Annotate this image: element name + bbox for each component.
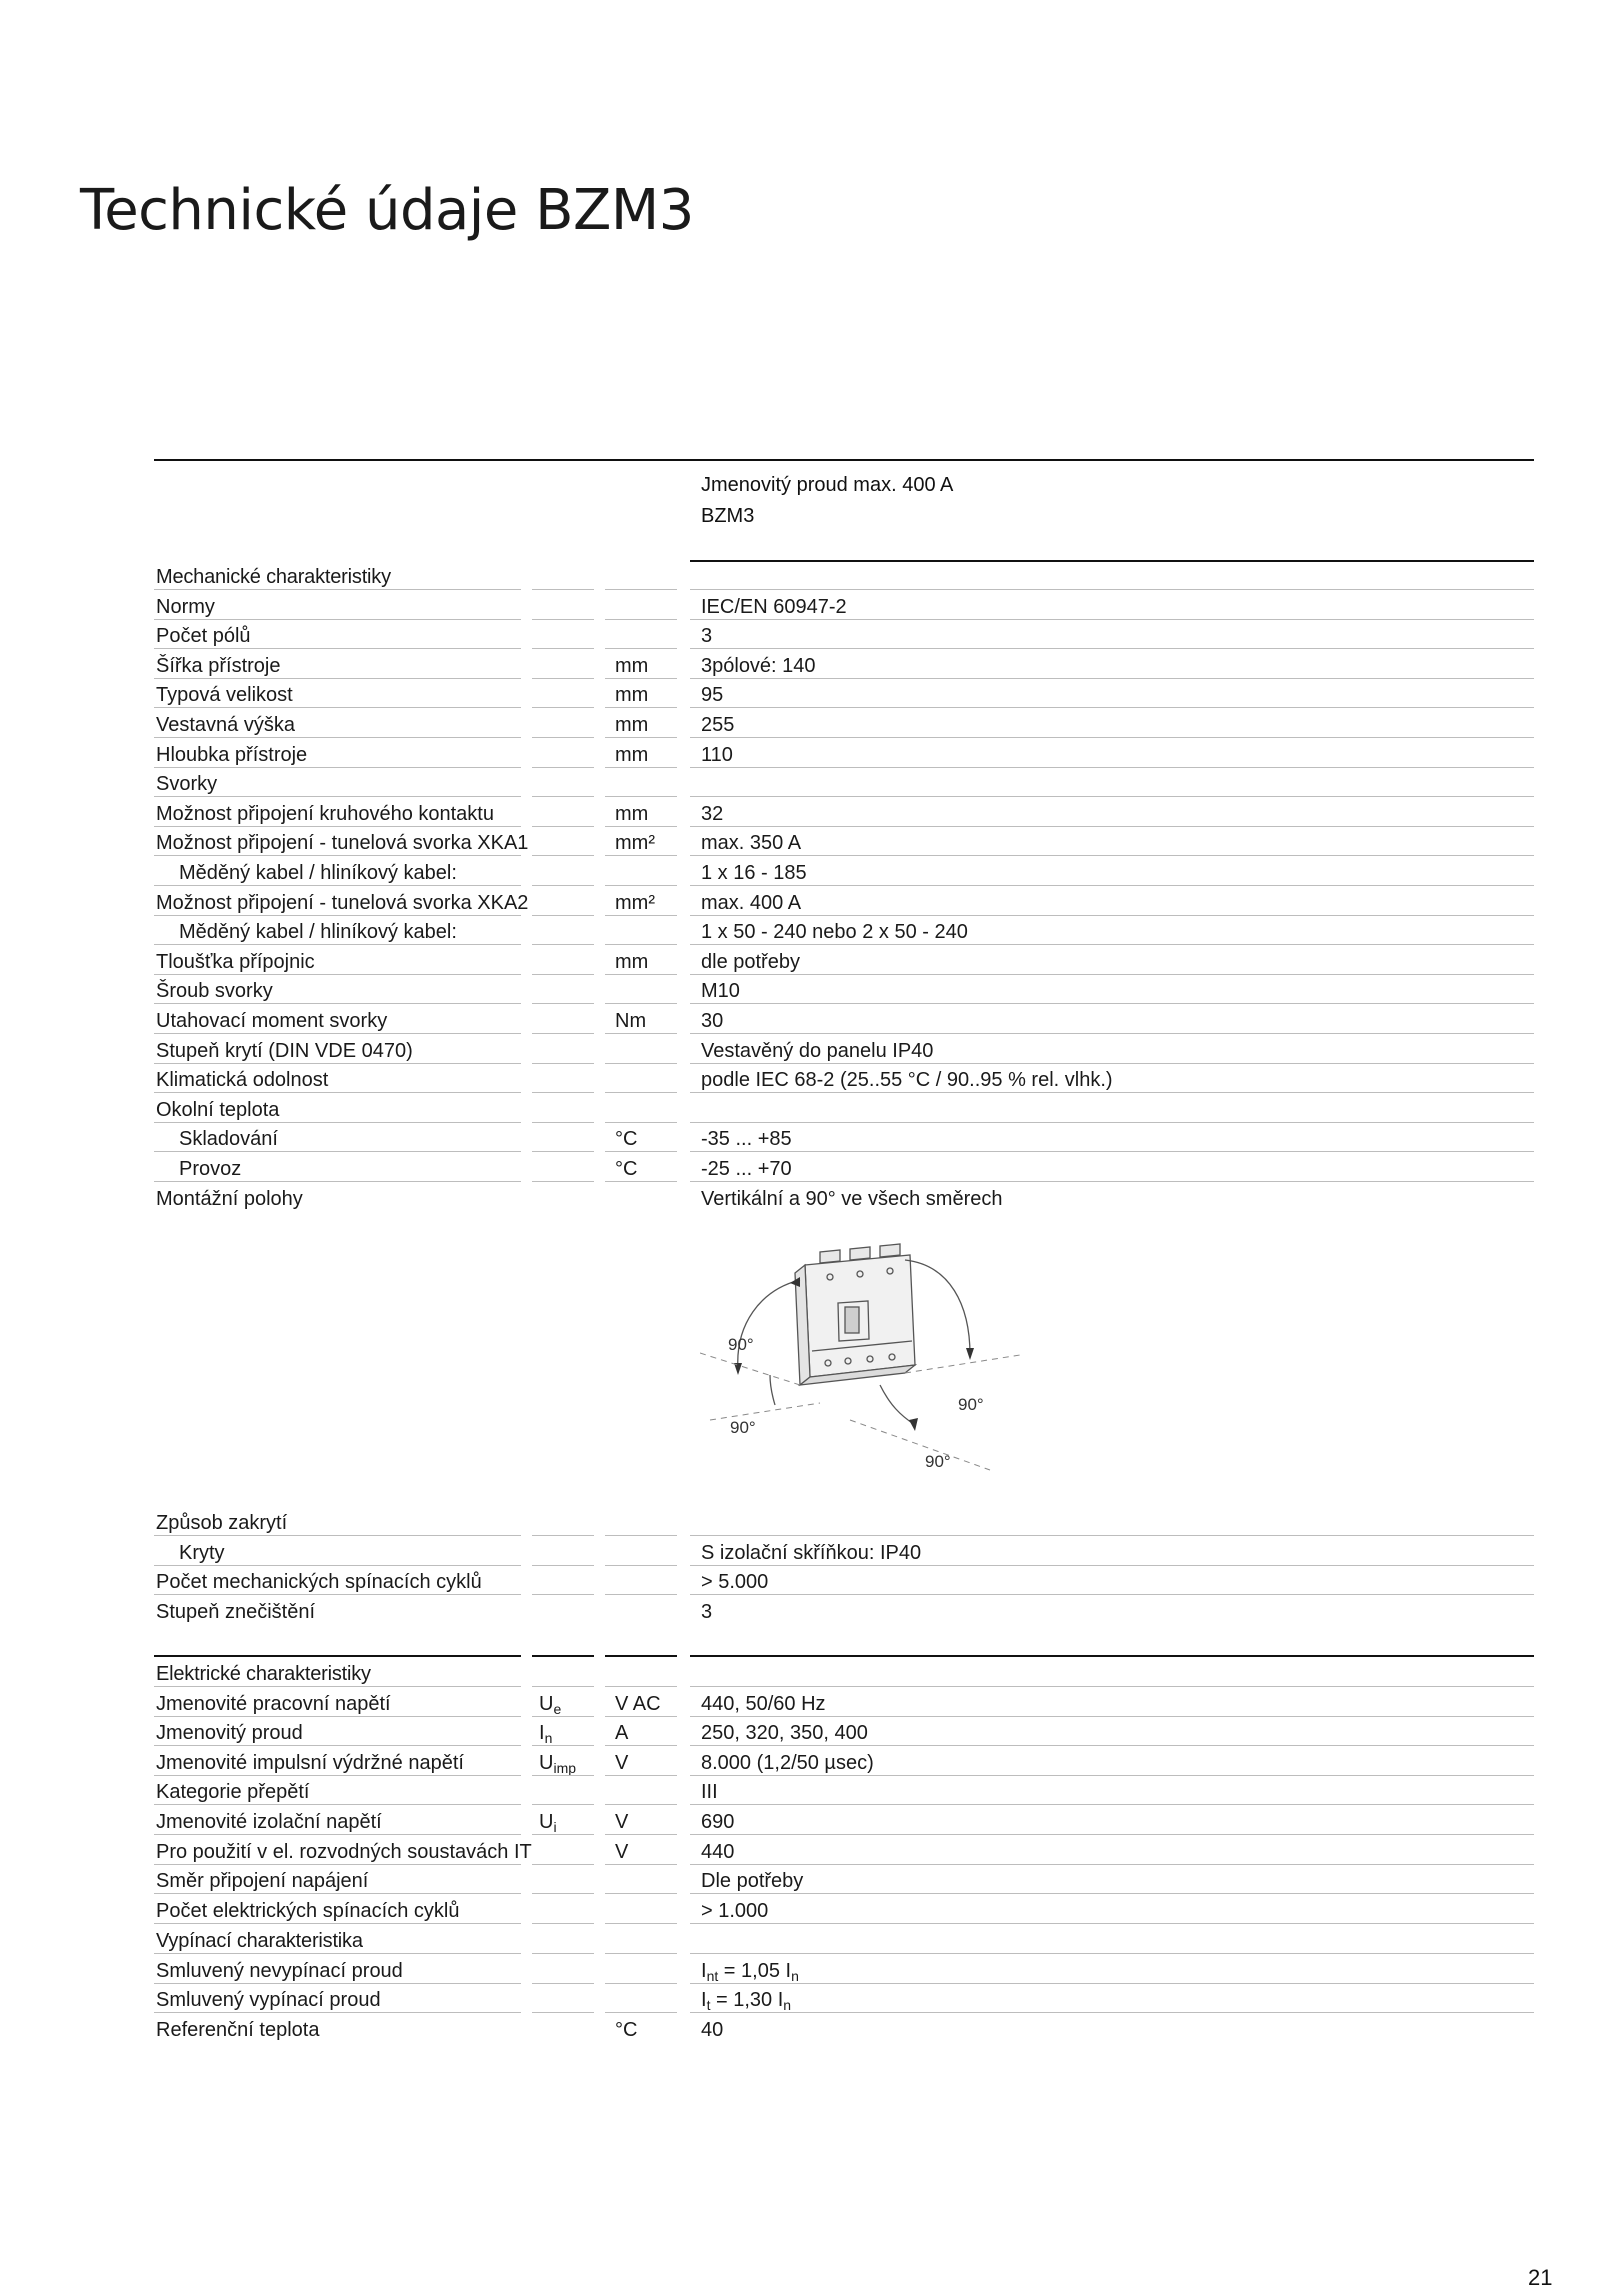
table-row: [0, 1182, 1600, 1212]
row-unit: mm: [615, 654, 649, 677]
symbol-subscript: n: [544, 1730, 553, 1747]
row-unit: mm: [615, 684, 649, 707]
value-part: nt: [706, 1967, 719, 1984]
row-unit: mm²: [615, 832, 655, 855]
table-row: [0, 1775, 1600, 1805]
row-label: Počet pólů: [156, 625, 251, 648]
table-row: [0, 2013, 1600, 2043]
value-part: n: [783, 1997, 792, 2014]
symbol-subscript: imp: [553, 1759, 577, 1776]
table-row: [0, 1034, 1600, 1064]
row-value: 40: [701, 2018, 724, 2041]
row-value: Vestavěný do panelu IP40: [701, 1039, 934, 1062]
row-label: Stupeň krytí (DIN VDE 0470): [156, 1039, 413, 1062]
section-heading-row: [0, 1657, 1600, 1687]
row-value: -25 ... +70: [701, 1158, 792, 1180]
row-value: M10: [701, 980, 740, 1003]
row-value: -35 ... +85: [701, 1128, 792, 1151]
row-value: Dle potřeby: [701, 1870, 804, 1893]
table-row: [0, 886, 1600, 916]
row-value: 30: [701, 1010, 724, 1032]
row-value: max. 350 A: [701, 832, 802, 855]
value-part: I: [701, 1989, 707, 2012]
angle-label-bottom-left: 90°: [730, 1418, 756, 1437]
table-row: [0, 1687, 1600, 1717]
page-title: Technické údaje BZM3: [80, 178, 694, 243]
row-unit: °C: [615, 1128, 638, 1151]
table-row: [0, 1122, 1600, 1152]
value-part: t: [706, 1997, 711, 2014]
table-row: [0, 708, 1600, 738]
table-row: [0, 1746, 1600, 1776]
row-value: IEC/EN 60947-2: [701, 595, 847, 618]
row-value: 3: [701, 625, 713, 648]
row-label: Možnost připojení kruhového kontaktu: [156, 802, 494, 825]
table-row: [0, 826, 1600, 856]
row-value: 3: [701, 1600, 713, 1623]
row-label: Normy: [156, 595, 215, 618]
table-row: [0, 619, 1600, 649]
row-label: Provoz: [179, 1158, 242, 1180]
row-unit: °C: [615, 1158, 638, 1180]
row-value: 1 x 16 - 185: [701, 862, 807, 884]
row-value: 255: [701, 714, 735, 736]
row-label: Montážní polohy: [156, 1187, 303, 1210]
row-label: Stupeň znečištění: [156, 1600, 315, 1623]
row-unit: mm: [615, 950, 649, 973]
row-value: Vertikální a 90° ve všech směrech: [701, 1187, 1003, 1210]
section-heading-row: [0, 1924, 1600, 1954]
value-part: = 1,05 I: [718, 1959, 792, 1982]
row-label: Počet elektrických spínacích cyklů: [156, 1899, 460, 1922]
value-part: = 1,30 I: [710, 1989, 784, 2012]
row-label: Referenční teplota: [156, 2018, 320, 2041]
row-label: Počet mechanických spínacích cyklů: [156, 1571, 482, 1594]
row-label: Jmenovité izolační napětí: [156, 1811, 382, 1833]
row-label: Smluvený vypínací proud: [156, 1989, 381, 2012]
table-row: [0, 1093, 1600, 1123]
row-label: Okolní teplota: [156, 1098, 280, 1121]
row-label: Jmenovité pracovní napětí: [156, 1692, 391, 1715]
table-row: [0, 1536, 1600, 1566]
table-row: [0, 1506, 1600, 1536]
row-unit: mm: [615, 802, 649, 825]
row-value: 95: [701, 684, 724, 707]
table-row: [0, 1565, 1600, 1595]
table-row: [0, 945, 1600, 975]
row-value: 440: [701, 1840, 735, 1863]
table-row: [0, 738, 1600, 768]
row-unit: Nm: [615, 1010, 647, 1032]
row-value: [701, 1989, 791, 2012]
symbol-letter: U: [539, 1751, 554, 1774]
row-symbol: [539, 1722, 552, 1745]
row-unit: V: [615, 1811, 629, 1833]
symbol-subscript: e: [553, 1700, 562, 1717]
row-label: Typová velikost: [156, 684, 293, 707]
row-label: Způsob zakrytí: [156, 1512, 288, 1534]
table-row: [0, 1954, 1600, 1984]
row-value: S izolační skříňkou: IP40: [701, 1541, 922, 1564]
table-row: [0, 1152, 1600, 1182]
row-value: 690: [701, 1811, 735, 1833]
row-label: Možnost připojení - tunelová svorka XKA2: [156, 891, 529, 914]
table-row: [0, 767, 1600, 797]
angle-label-left: 90°: [728, 1335, 754, 1354]
row-value: 8.000 (1,2/50 µsec): [701, 1751, 874, 1774]
row-value: 250, 320, 350, 400: [701, 1722, 868, 1745]
angle-label-right: 90°: [958, 1395, 984, 1414]
table-row: [0, 590, 1600, 620]
table-row: [0, 856, 1600, 886]
row-value: [701, 1960, 799, 1983]
row-label: Jmenovité impulsní výdržné napětí: [156, 1751, 464, 1774]
row-unit: mm: [615, 743, 649, 766]
row-value: 1 x 50 - 240 nebo 2 x 50 - 240: [701, 921, 968, 944]
header-model: BZM3: [701, 505, 755, 527]
row-value: 32: [701, 802, 724, 825]
table-row: [0, 1004, 1600, 1034]
section-top-rule: [690, 1655, 1534, 1657]
symbol-letter: U: [539, 1692, 554, 1715]
page-number: 21: [1528, 2265, 1553, 2290]
section-heading-row: [0, 560, 1600, 590]
section-heading: Vypínací charakteristika: [156, 1930, 363, 1952]
table-row: [0, 797, 1600, 827]
row-label: Smluvený nevypínací proud: [156, 1959, 403, 1982]
row-label: Svorky: [156, 773, 218, 796]
row-unit: V AC: [615, 1692, 661, 1715]
table-row: [0, 1983, 1600, 2013]
row-value: max. 400 A: [701, 891, 802, 914]
row-unit: V: [615, 1840, 629, 1863]
table-row: [0, 974, 1600, 1004]
row-label: Skladování: [179, 1128, 278, 1151]
table-row: [0, 649, 1600, 679]
row-value: 110: [701, 743, 733, 766]
row-label: Kategorie přepětí: [156, 1781, 310, 1804]
row-unit: °C: [615, 2018, 638, 2041]
row-symbol: [539, 1811, 557, 1834]
row-unit: A: [615, 1722, 629, 1745]
row-value: > 1.000: [701, 1899, 769, 1922]
row-value: III: [701, 1781, 718, 1804]
row-unit: mm²: [615, 891, 655, 914]
row-label: Možnost připojení - tunelová svorka XKA1: [156, 832, 529, 855]
table-row: [0, 678, 1600, 708]
mounting-positions-diagram: [700, 1235, 1030, 1480]
symbol-letter: I: [539, 1722, 545, 1745]
value-part: I: [701, 1959, 707, 1982]
header-rated-current: Jmenovitý proud max. 400 A: [701, 474, 954, 496]
symbol-letter: U: [539, 1811, 554, 1833]
row-label: Vestavná výška: [156, 714, 295, 736]
row-value: dle potřeby: [701, 950, 800, 973]
row-unit: V: [615, 1751, 629, 1774]
section-top-rule: [532, 1655, 594, 1657]
row-symbol: [539, 1693, 561, 1716]
table-row: [0, 1716, 1600, 1746]
row-label: Měděný kabel / hliníkový kabel:: [179, 862, 457, 884]
table-row: [0, 1835, 1600, 1865]
row-label: Šířka přístroje: [156, 654, 281, 677]
row-label: Jmenovitý proud: [156, 1722, 303, 1745]
angle-label-bottom: 90°: [925, 1452, 951, 1471]
value-part: n: [791, 1967, 799, 1984]
table-row: [0, 1894, 1600, 1924]
table-row: [0, 1864, 1600, 1894]
table-row: [0, 1063, 1600, 1093]
row-value: > 5.000: [701, 1571, 769, 1594]
section-top-rule: [154, 1655, 521, 1657]
row-label: Pro použití v el. rozvodných soustavách IT: [156, 1840, 532, 1863]
section-heading: Mechanické charakteristiky: [156, 566, 391, 588]
table-row: [0, 1595, 1600, 1625]
section-heading: Elektrické charakteristiky: [156, 1663, 371, 1685]
row-value: podle IEC 68-2 (25..55 °C / 90..95 % rel. vlhk.): [701, 1069, 1113, 1092]
symbol-subscript: i: [553, 1819, 557, 1835]
top-rule: [154, 459, 1534, 461]
row-unit: mm: [615, 714, 649, 736]
table-row: [0, 915, 1600, 945]
row-label: Utahovací moment svorky: [156, 1010, 388, 1032]
table-row: [0, 1805, 1600, 1835]
row-label: Klimatická odolnost: [156, 1069, 329, 1092]
row-label: Měděný kabel / hliníkový kabel:: [179, 921, 457, 944]
section-top-rule: [605, 1655, 677, 1657]
row-label: Šroub svorky: [156, 980, 273, 1003]
row-symbol: [539, 1752, 576, 1775]
row-label: Tloušťka přípojnic: [156, 950, 315, 973]
row-value: 3pólové: 140: [701, 654, 816, 677]
row-label: Směr připojení napájení: [156, 1870, 369, 1893]
row-value: 440, 50/60 Hz: [701, 1692, 826, 1715]
row-label: Kryty: [179, 1541, 225, 1564]
row-label: Hloubka přístroje: [156, 743, 308, 766]
